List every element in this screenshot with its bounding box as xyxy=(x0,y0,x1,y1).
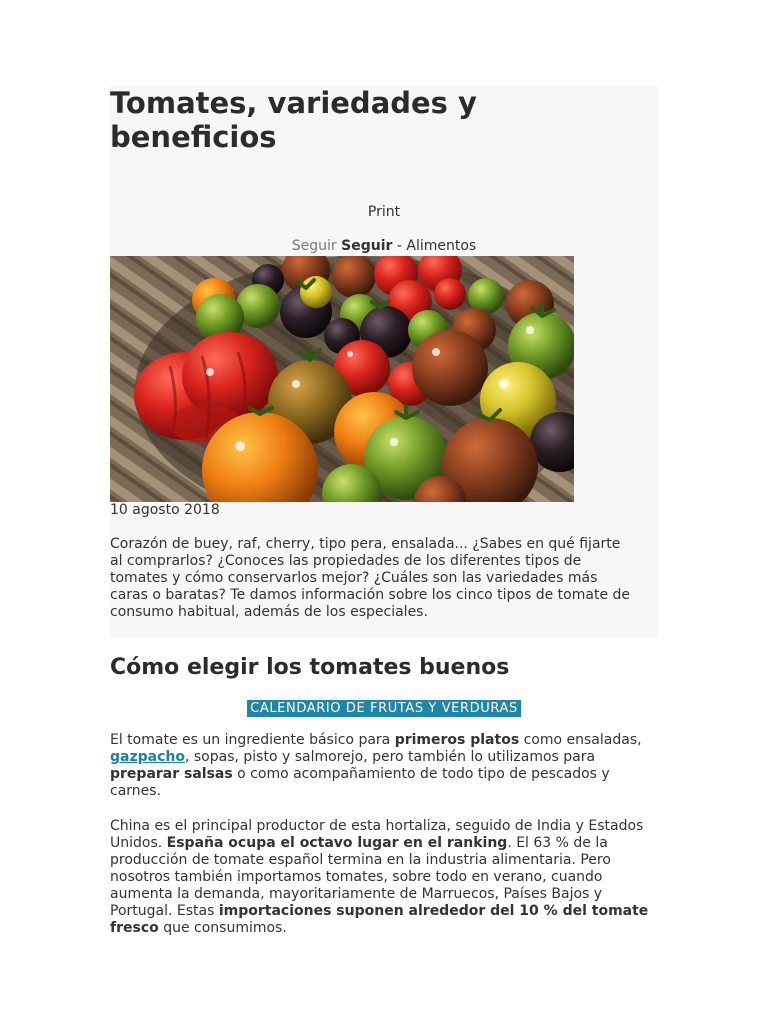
print-button[interactable]: Print xyxy=(367,204,401,220)
follow-bar xyxy=(110,238,658,254)
calendar-link[interactable]: CALENDARIO DE FRUTAS Y VERDURAS xyxy=(247,700,521,717)
paragraph-1 xyxy=(110,732,655,800)
follow-label: Seguir xyxy=(291,238,337,254)
tomato-photo xyxy=(110,256,574,502)
p2-text-1: China es el principal productor de esta hortaliza, seguido de India y Estados Unidos. xyxy=(110,818,644,851)
p1-text-2: como ensaladas, xyxy=(519,732,642,748)
follow-separator: - xyxy=(392,238,407,254)
p2-bold-1: España ocupa el octavo lugar en el ranking xyxy=(166,835,508,851)
article-title: Tomates, variedades y beneficios xyxy=(110,86,477,154)
follow-button[interactable]: Seguir xyxy=(341,238,393,254)
paragraph-2 xyxy=(110,818,655,937)
gazpacho-link[interactable]: gazpacho xyxy=(110,749,185,765)
article-date: 10 agosto 2018 xyxy=(110,502,220,518)
p1-text-3: , sopas, pisto y salmorejo, pero también lo utilizamos para xyxy=(184,749,596,765)
p2-text-2: . El 63 % de la producción de tomate español termina en la industria alimentaria. Pero nosotros también importamos tomates, sobre todo en verano, cuando aumenta la demanda, mayoritariamente de Marruecos, Países Bajos y Portugal. Estas xyxy=(110,835,611,919)
section-heading: Cómo elegir los tomates buenos xyxy=(110,655,510,680)
tomato-basket-image xyxy=(110,256,574,502)
follow-category[interactable]: Alimentos xyxy=(406,238,477,254)
p1-text-4: o como acompañamiento de todo tipo de pescados y carnes. xyxy=(110,766,610,799)
p1-bold-1: primeros platos xyxy=(394,732,520,748)
p1-text-1: El tomate es un ingrediente básico para xyxy=(110,732,395,748)
p2-text-3: que consumimos. xyxy=(158,920,287,936)
p1-bold-2: preparar salsas xyxy=(110,766,233,782)
p2-bold-2: importaciones suponen alrededor del 10 % del tomate fresco xyxy=(110,903,649,936)
article-intro: Corazón de buey, raf, cherry, tipo pera, ensalada... ¿Sabes en qué fijarte al comprarlos? ¿Conoces las propiedades de los diferentes tipos de tomates y cómo conservarlos mejor? ¿Cuáles son las variedades más caras o baratas? Te damos información sobre los cinco tipos de tomate de consumo habitual, además de los especiales. xyxy=(110,536,631,620)
calendar-banner xyxy=(110,697,658,717)
